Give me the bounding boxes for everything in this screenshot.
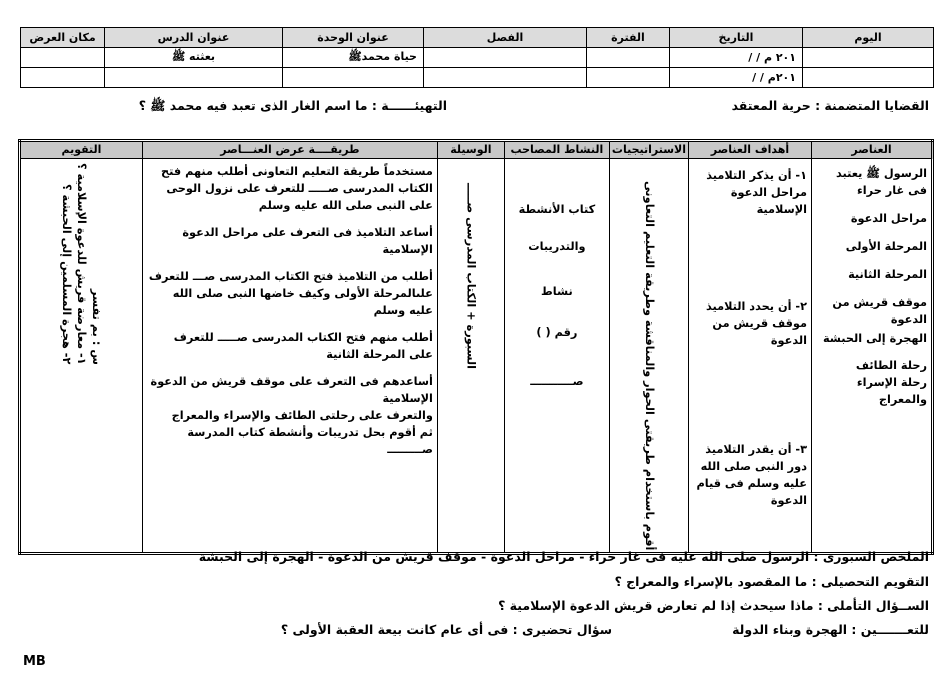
- procedure-step: والتعرف على رحلتى الطائف والإسراء والمعراج: [171, 409, 433, 422]
- cell-lesson-2: [105, 68, 283, 88]
- col-elements: العناصر: [812, 141, 933, 159]
- lesson-info-row-2: [21, 68, 934, 88]
- strategies-cell: [609, 159, 688, 554]
- activity-line: رقم ( ): [536, 326, 578, 339]
- cell-day: [803, 48, 934, 68]
- procedure-step: مستخدماً طريقة التعليم التعاونى أطلب منهم فتح الكتاب المدرسى صـــــ للتعرف على نزول الوحى على النبى صلى الله عليه وسلم: [161, 165, 433, 212]
- cell-date-1: / / ٢٠١ م: [670, 48, 803, 68]
- cell-unit-title: حياة محمدﷺ: [283, 48, 424, 68]
- procedure-step: أطلب من التلاميذ فتح الكتاب المدرسى صـــ للتعرف علىالمرحلة الأولى وكيف خاضها النبى صلى الله عليه وسلم: [148, 270, 433, 317]
- cell-class: [424, 48, 587, 68]
- lesson-info-header-row: [21, 28, 934, 48]
- header-period: الفترة: [587, 28, 670, 48]
- element-item: رحلة الطائف: [855, 359, 927, 372]
- procedure-step: أطلب منهم فتح الكتاب المدرسى صـــــ للتعرف على المرحلة الثانية: [173, 331, 433, 361]
- activity-line: صـــــــــــ: [530, 375, 584, 388]
- introduction: التهيئــــــة : ما اسم الغار الذى تعبد فيه محمد ﷺ ؟: [138, 98, 447, 113]
- watermark-text: MB: [23, 654, 46, 669]
- preparation-question: سؤال تحضيرى : فى أى عام كانت بيعة العقبة الأولى ؟: [280, 622, 612, 637]
- cell-place-2: [21, 68, 105, 88]
- objective-item: ١- أن يذكر التلاميذ مراحل الدعوة الإسلامية: [706, 169, 807, 216]
- header-date: التاريخ: [670, 28, 803, 48]
- cell-day-2: [803, 68, 934, 88]
- procedure-step: أساعدهم فى التعرف على موقف قريش من الدعوة الإسلامية: [150, 375, 433, 405]
- header-class: الفصل: [424, 28, 587, 48]
- evaluation-questions: [25, 163, 138, 365]
- procedure-cell: [142, 159, 437, 554]
- evaluation-line: ١- معارضة قريش للدعوة الإسلامية ؟: [74, 163, 88, 365]
- element-item: موقف قريش من الدعوة: [832, 296, 927, 326]
- cell-period-2: [587, 68, 670, 88]
- board-summary: الملخص السبورى : الرسول صلى الله عليه فى غار حراء - مراحل الدعوة - موقف قريش من الدعوة - الهجرة إلى الحبشة: [198, 549, 929, 564]
- activity-line: والتدريبات: [528, 240, 586, 253]
- col-activity: النشاط المصاحب: [504, 141, 609, 159]
- evaluation-cell: [20, 159, 143, 554]
- element-item: رحلة الإسراء والمعراج: [856, 376, 927, 406]
- cell-lesson-title: بعثته ﷺ: [105, 48, 283, 68]
- elements-cell: [812, 159, 933, 554]
- evaluation-line: ٢- هجرة المسلمين إلى الحبشة ؟: [59, 184, 73, 365]
- objectives-cell: [689, 159, 812, 554]
- aids-cell: [437, 159, 504, 554]
- element-item: المرحلة الأولى: [845, 240, 927, 253]
- col-procedure: طريقــــة عرض العنـــاصر: [142, 141, 437, 159]
- col-aids: الوسيلة: [437, 141, 504, 159]
- lesson-plan-header-row: [20, 141, 933, 159]
- cell-period: [587, 48, 670, 68]
- element-item: الرسول ﷺ يعتبد فى غار حراء: [835, 167, 927, 197]
- reflective-question: الســؤال التأملى : ماذا سيحدث إذا لم تعارض قريش الدعوة الإسلامية ؟: [498, 598, 929, 613]
- lesson-plan-body-row: [20, 159, 933, 554]
- element-item: المرحلة الثانية: [848, 268, 927, 281]
- achievement-evaluation: التقويم التحصيلى : ما المقصود بالإسراء والمعراج ؟: [614, 574, 929, 589]
- element-item: الهجرة إلى الحبشة: [822, 332, 927, 345]
- objective-item: ٢- أن يحدد التلاميذ موقف قريش من الدعوة: [705, 300, 807, 347]
- lesson-info-table: [20, 27, 934, 88]
- col-evaluation: التقويم: [20, 141, 143, 159]
- lesson-plan-table: [18, 139, 934, 555]
- header-place: مكان العرض: [21, 28, 105, 48]
- col-objectives: أهداف العناصر: [689, 141, 812, 159]
- aids-text: السبورة + الكتاب المدرسى صـــــ: [464, 183, 478, 370]
- element-item: مراحل الدعوة: [850, 212, 927, 225]
- header-unit: عنوان الوحدة: [283, 28, 424, 48]
- cell-place: [21, 48, 105, 68]
- activity-line: نشاط: [541, 285, 573, 298]
- objective-item: ٣- أن يقدر التلاميذ دور النبى صلى الله عليه وسلم فى قيام الدعوة: [696, 443, 807, 507]
- header-lesson: عنوان الدرس: [105, 28, 283, 48]
- next-lesson: للتعـــــــين : الهجرة وبناء الدولة: [732, 622, 929, 637]
- cell-date-2: / / ٢٠١م: [670, 68, 803, 88]
- cell-class-2: [424, 68, 587, 88]
- lesson-info-row-1: [21, 48, 934, 68]
- evaluation-line: س : بم تفسر: [89, 288, 103, 365]
- activity-line: كتاب الأنشطة: [518, 203, 596, 216]
- procedure-step: أساعد التلاميذ فى التعرف على مراحل الدعوة الإسلامية: [182, 226, 433, 256]
- activity-cell: [504, 159, 609, 554]
- cell-unit-2: [283, 68, 424, 88]
- header-day: اليوم: [803, 28, 934, 48]
- procedure-step: ثم أقوم بحل تدريبات وأنشطة كتاب المدرسة صـــــــــ: [187, 426, 433, 456]
- col-strategies: الاستراتيجيات: [609, 141, 688, 159]
- included-issues: القضايا المتضمنة : حرية المعتقد: [731, 98, 929, 113]
- strategy-text: أقوم باستخدام طريقتى الحوار والمناقشة وطريقة التعليم التعاونى: [642, 181, 656, 551]
